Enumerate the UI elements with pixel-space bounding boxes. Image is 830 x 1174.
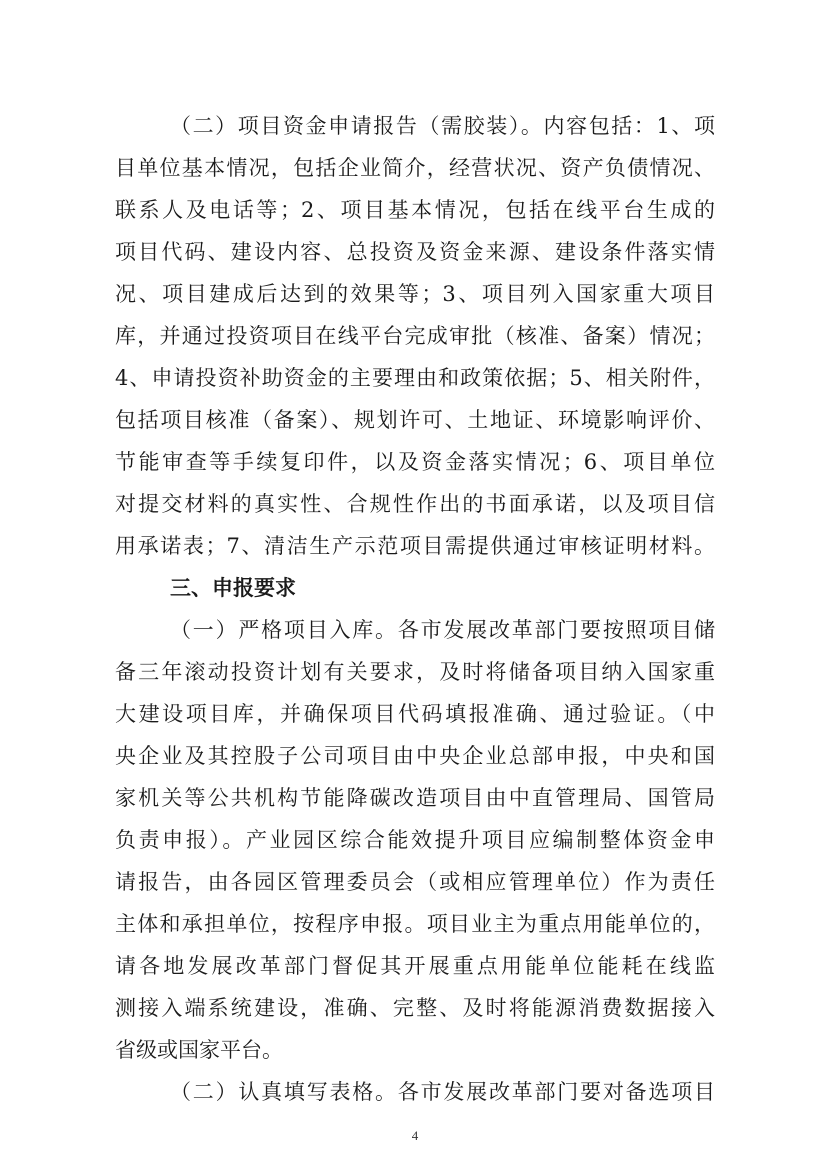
text-line: （二）认真填写表格。各市发展改革部门要对备选项目 <box>170 1080 715 1104</box>
text-line: 测接入端系统建设，准确、完整、及时将能源消费数据接入 <box>115 996 715 1020</box>
text-line: 请各地发展改革部门督促其开展重点用能单位能耗在线监 <box>115 954 715 978</box>
section-heading: 三、申报要求 <box>170 576 296 600</box>
text-line: 节能审查等手续复印件，以及资金落实情况；6、项目单位 <box>115 450 715 474</box>
text-line: 负责申报）。产业园区综合能效提升项目应编制整体资金申 <box>115 828 715 852</box>
text-line: 家机关等公共机构节能降碳改造项目由中直管理局、国管局 <box>115 786 715 810</box>
text-line: 主体和承担单位，按程序申报。项目业主为重点用能单位的， <box>115 912 715 936</box>
text-line: 对提交材料的真实性、合规性作出的书面承诺，以及项目信 <box>115 492 715 516</box>
text-line: 联系人及电话等；2、项目基本情况，包括在线平台生成的 <box>115 198 715 222</box>
text-line: 请报告，由各园区管理委员会（或相应管理单位）作为责任 <box>115 870 715 894</box>
text-line: 备三年滚动投资计划有关要求，及时将储备项目纳入国家重 <box>115 660 715 684</box>
text-line: （二）项目资金申请报告（需胶装）。内容包括：1、项 <box>170 114 715 138</box>
text-line: 目单位基本情况，包括企业简介，经营状况、资产负债情况、 <box>115 156 715 180</box>
text-line: 况、项目建成后达到的效果等；3、项目列入国家重大项目 <box>115 282 715 306</box>
text-line: 央企业及其控股子公司项目由中央企业总部申报，中央和国 <box>115 744 715 768</box>
text-line: 4、申请投资补助资金的主要理由和政策依据；5、相关附件， <box>115 366 715 390</box>
text-line: 库，并通过投资项目在线平台完成审批（核准、备案）情况； <box>115 324 715 348</box>
text-line: 大建设项目库，并确保项目代码填报准确、通过验证。（中 <box>115 702 715 726</box>
text-line: 用承诺表；7、清洁生产示范项目需提供通过审核证明材料。 <box>115 534 715 558</box>
text-line: 省级或国家平台。 <box>115 1038 283 1062</box>
text-line: 包括项目核准（备案）、规划许可、土地证、环境影响评价、 <box>115 408 715 432</box>
page-number: 4 <box>411 1128 419 1143</box>
text-line: （一）严格项目入库。各市发展改革部门要按照项目储 <box>170 618 715 642</box>
text-line: 项目代码、建设内容、总投资及资金来源、建设条件落实情 <box>115 240 715 264</box>
